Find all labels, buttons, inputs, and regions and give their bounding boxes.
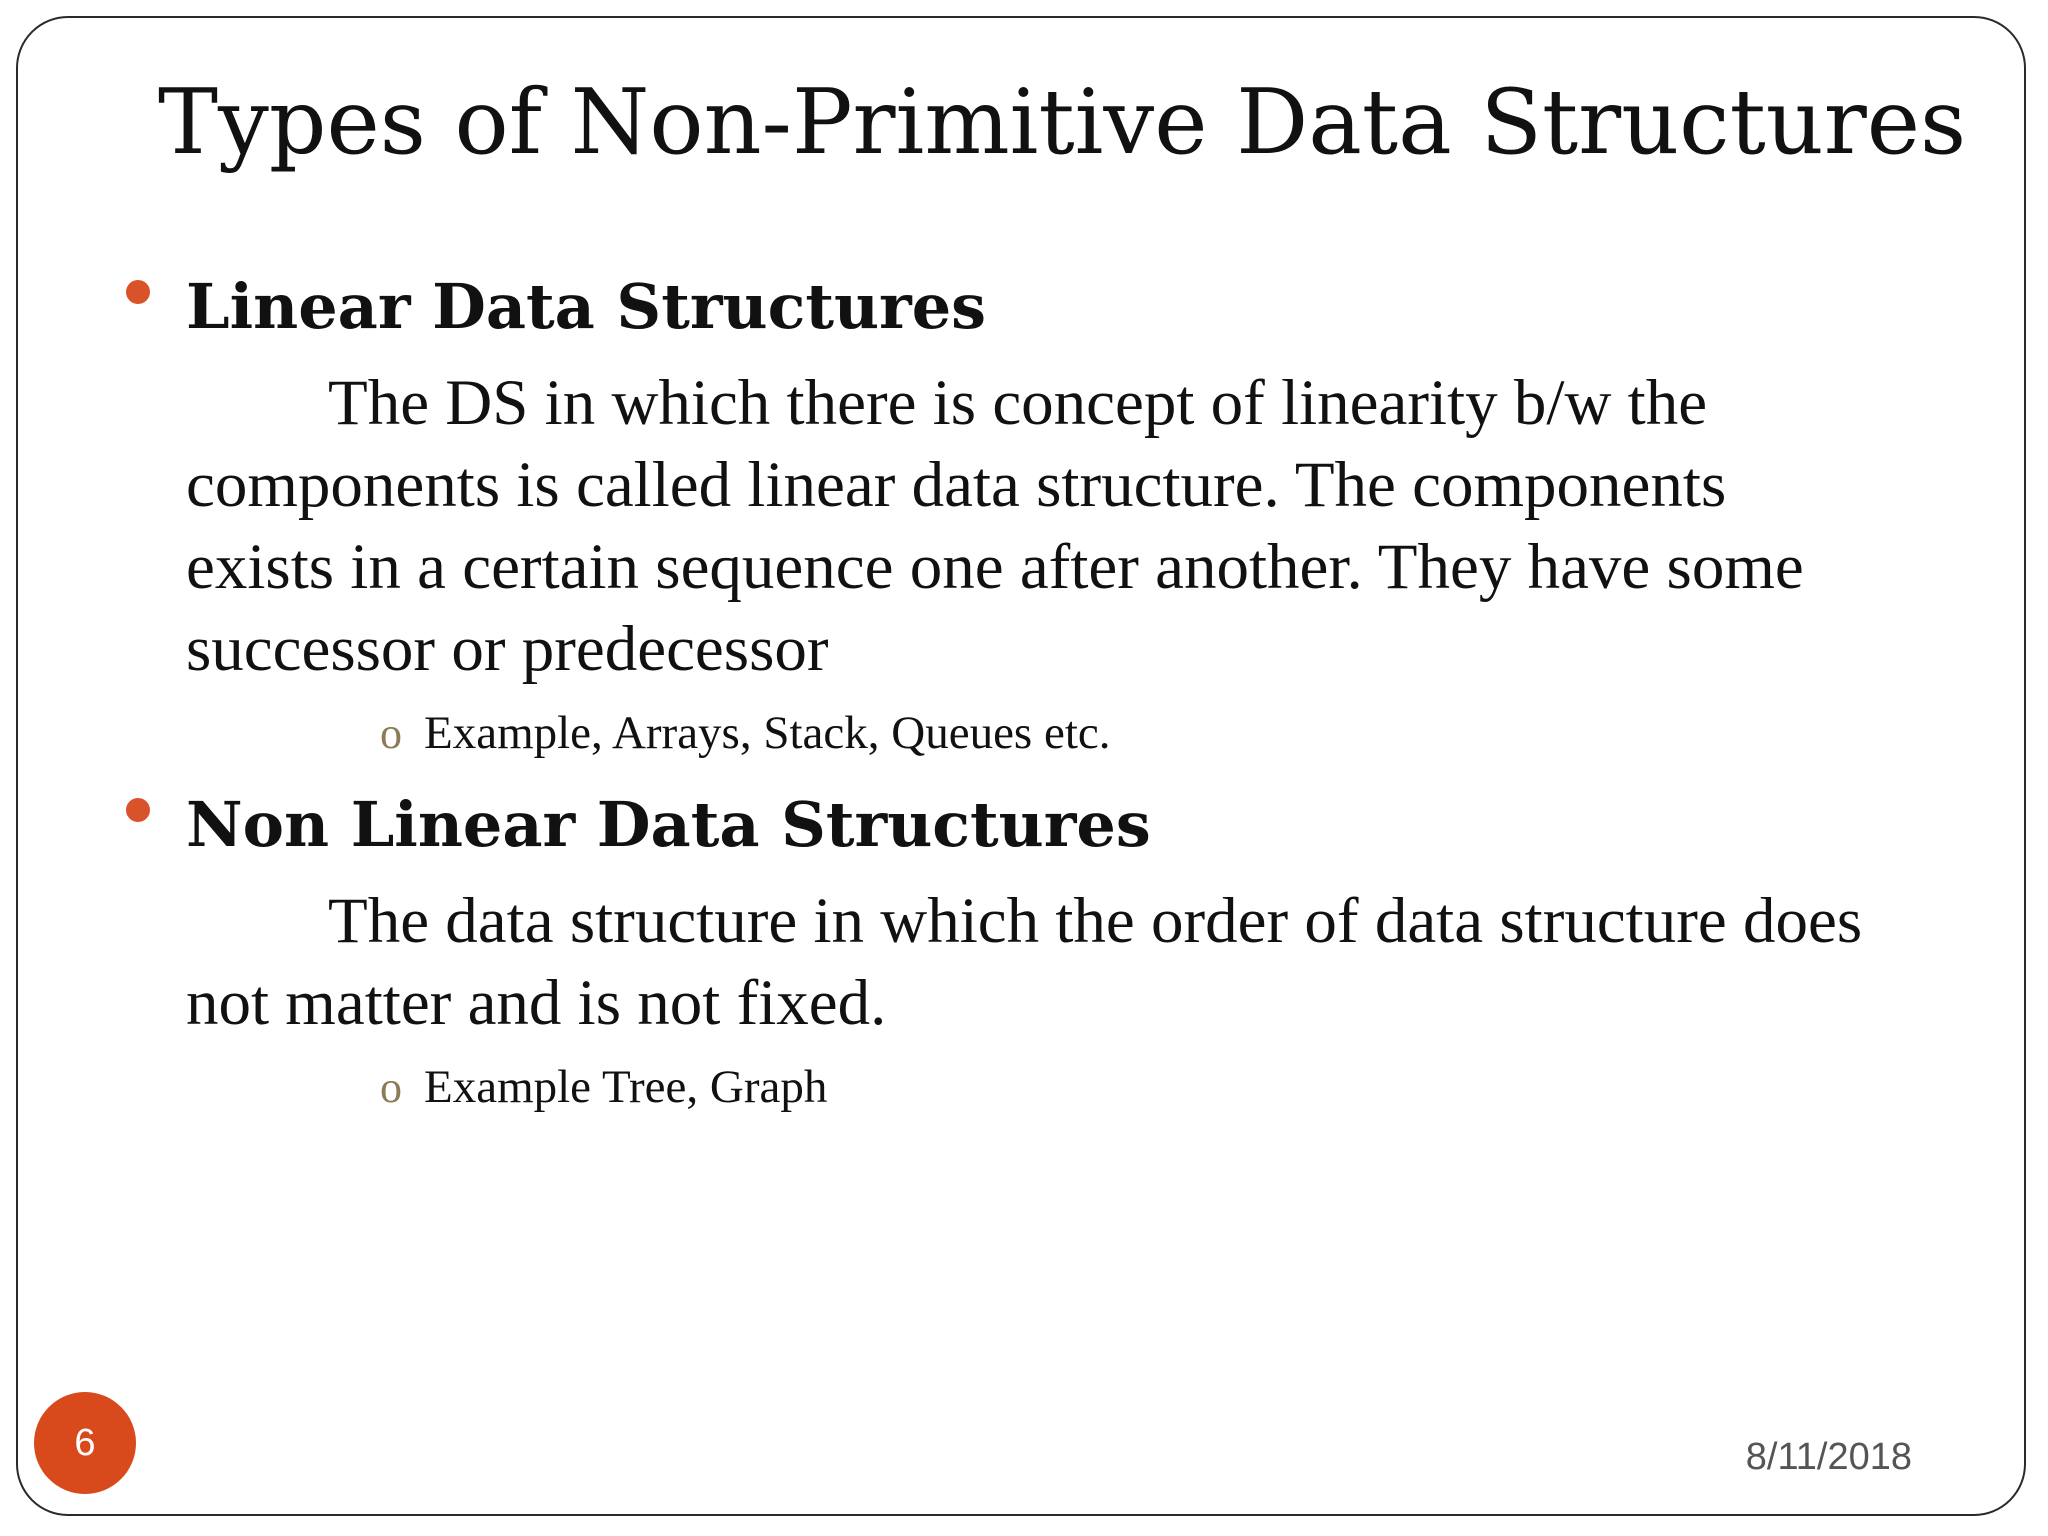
section-body: The DS in which there is concept of linearity b/w the components is called linear data structure. The components exists in a certain sequence one after another. They have some successor or predecessor: [186, 367, 1804, 685]
slide-date: 8/11/2018: [1745, 1436, 1912, 1478]
example-line: [380, 1060, 827, 1114]
slide-number-badge: 6: [34, 1392, 136, 1494]
bullet-dot-icon: [126, 798, 150, 822]
slide-title: Types of Non-Primitive Data Structures: [158, 70, 1967, 175]
slide: [16, 16, 2026, 1516]
section-body: The data structure in which the order of data structure does not matter and is not fixed.: [186, 885, 1863, 1039]
circle-bullet-icon: o: [380, 1063, 402, 1112]
section-heading: Linear Data Structures: [186, 270, 987, 343]
example-text: Example Tree, Graph: [424, 1061, 828, 1113]
circle-bullet-icon: o: [380, 709, 402, 758]
section-heading: Non Linear Data Structures: [186, 788, 1151, 861]
example-text: Example, Arrays, Stack, Queues etc.: [424, 707, 1111, 759]
example-line: [380, 706, 1111, 760]
bullet-dot-icon: [126, 280, 150, 304]
